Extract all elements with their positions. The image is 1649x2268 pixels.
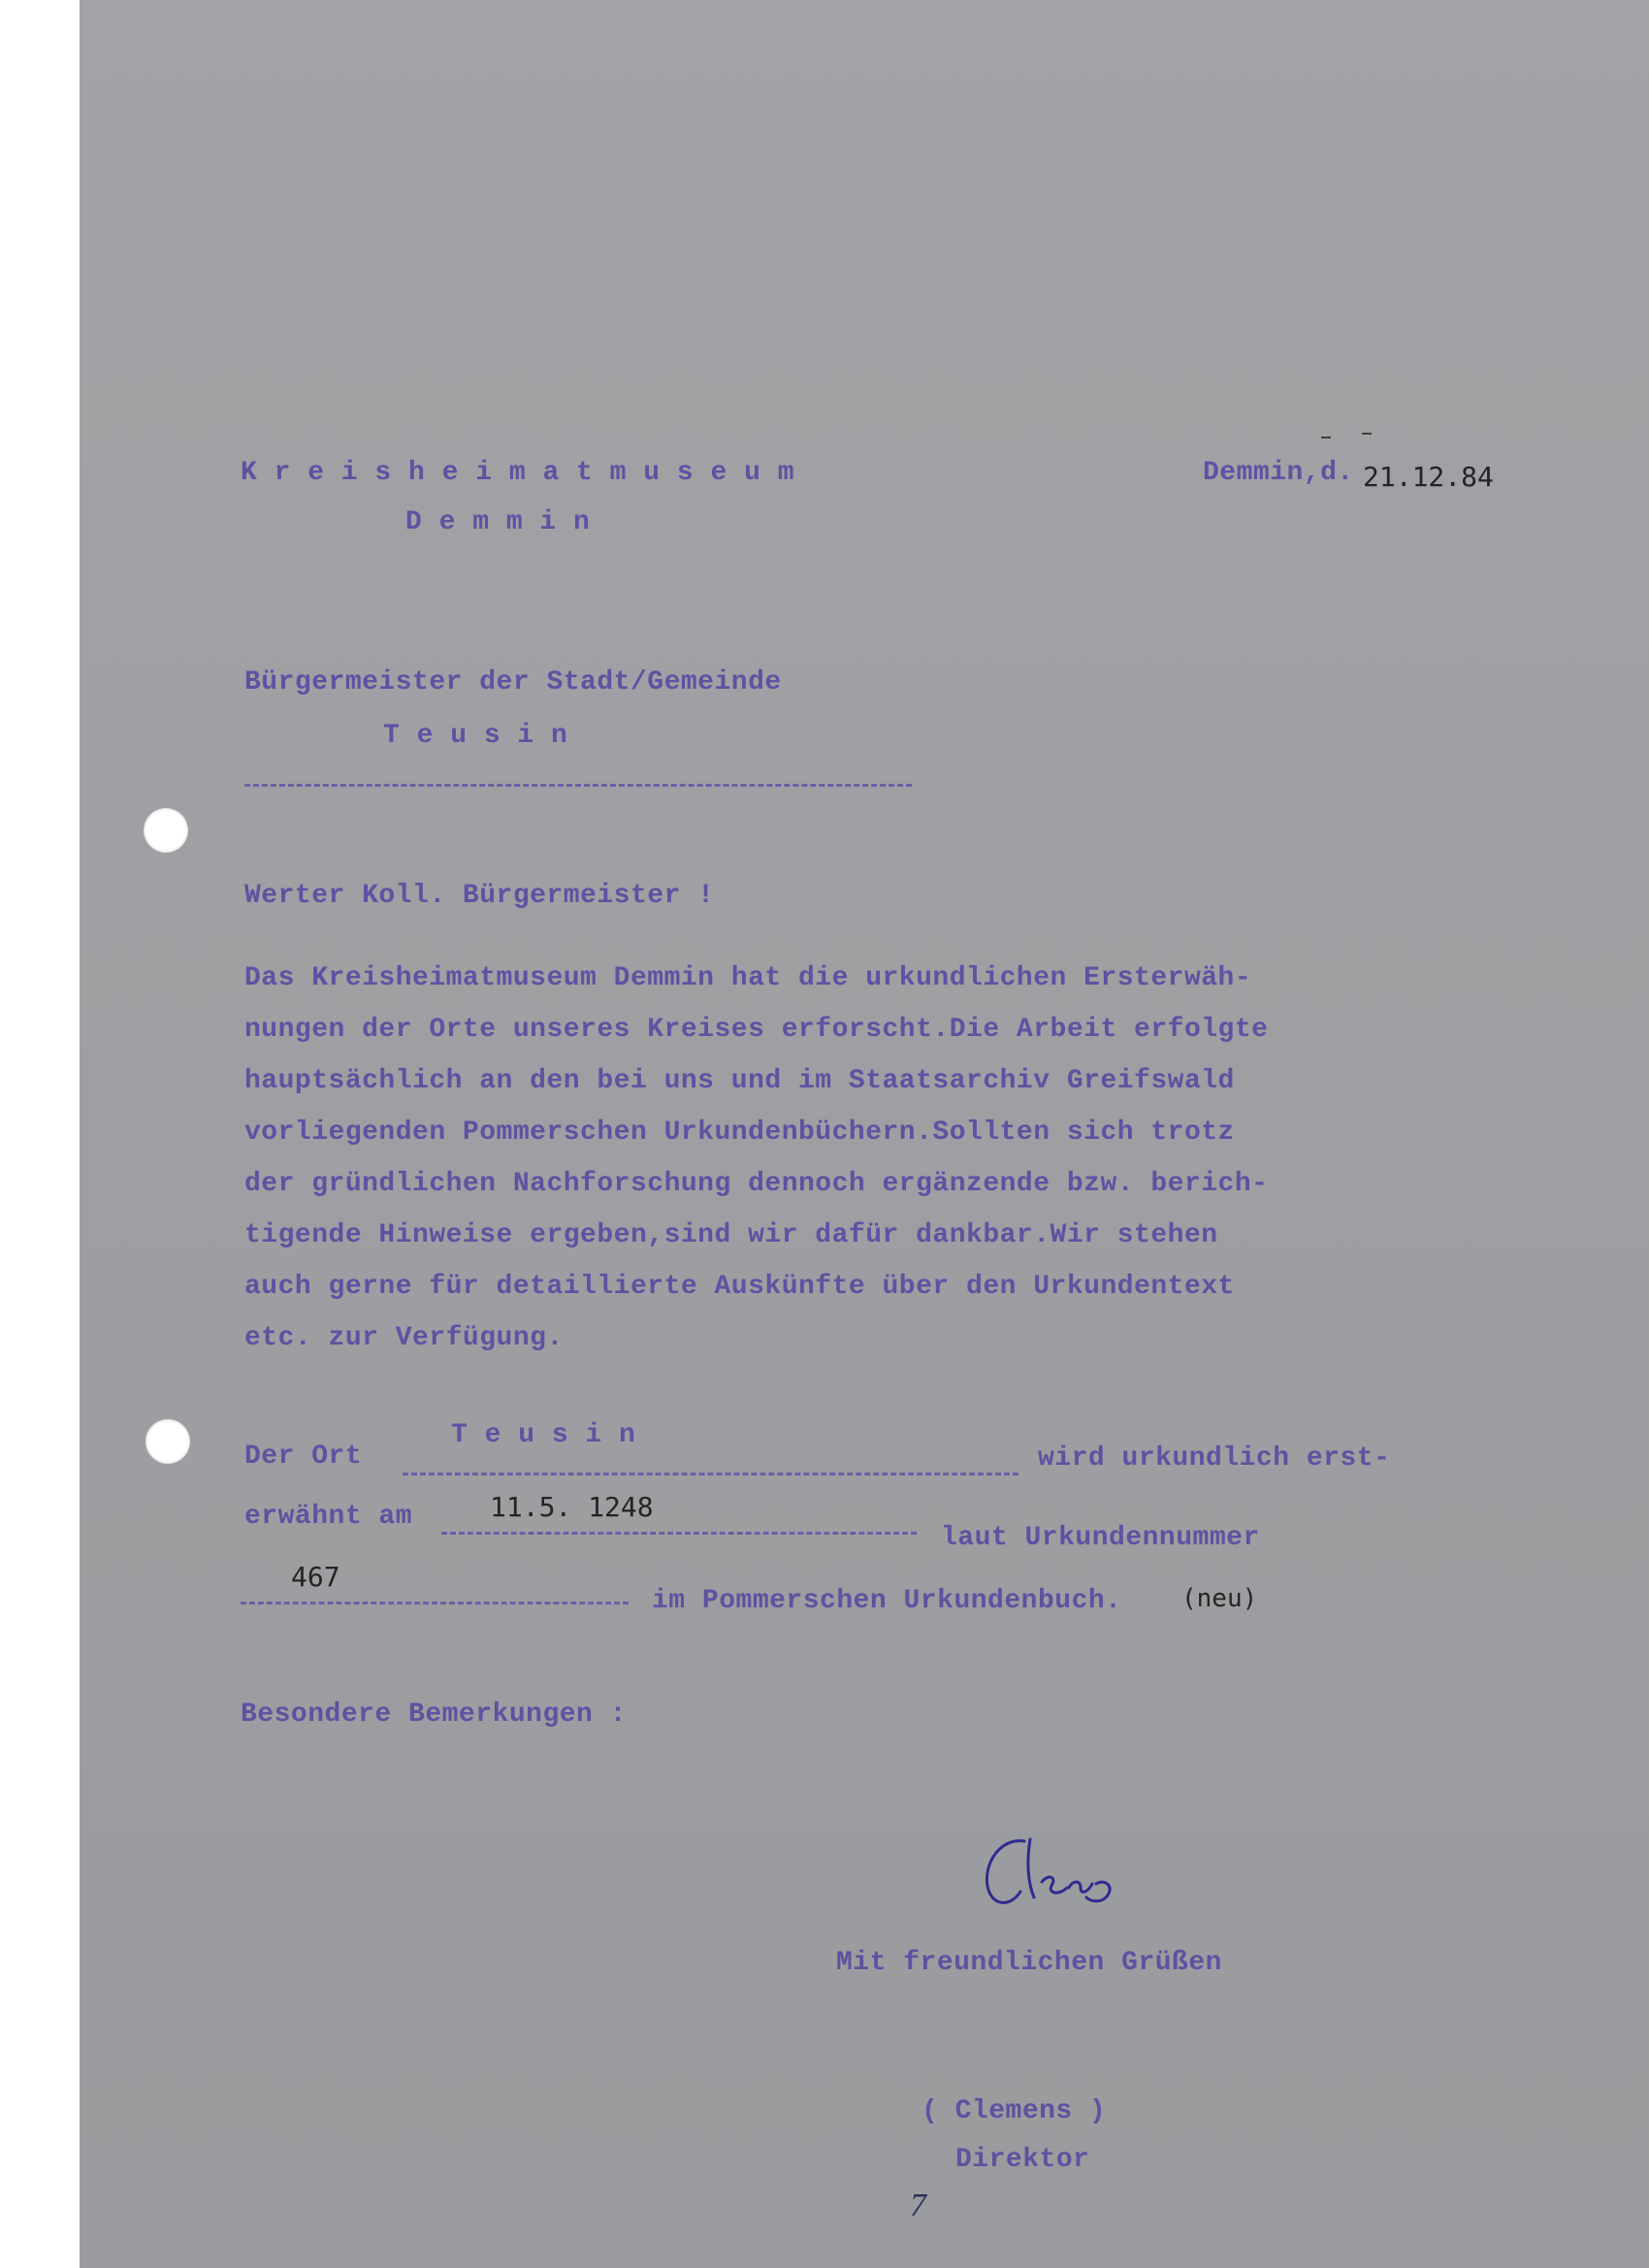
recipient-place: T e u s i n [383, 721, 568, 751]
recipient-title: Bürgermeister der Stadt/Gemeinde [244, 667, 782, 697]
first-mention-date: 11.5. 1248 [490, 1491, 654, 1523]
number-suffix: im Pommerschen Urkundenbuch. [652, 1586, 1122, 1616]
sender-city: D e m m i n [405, 507, 591, 537]
body-line: hauptsächlich an den bei uns und im Staatsarchiv Greifswald [244, 1066, 1235, 1096]
letter-date: 21.12.84 [1363, 461, 1494, 493]
punch-hole-bottom [146, 1419, 190, 1464]
sender-name: K r e i s h e i m a t m u s e u m [241, 458, 794, 488]
body-line: der gründlichen Nachforschung dennoch ergänzende bzw. berich- [244, 1169, 1269, 1199]
body-line: etc. zur Verfügung. [244, 1323, 564, 1353]
punch-hole-top [144, 808, 188, 853]
ort-value: T e u s i n [451, 1420, 636, 1450]
signatory-name: ( Clemens ) [922, 2096, 1107, 2126]
remarks-label: Besondere Bemerkungen : [241, 1700, 627, 1730]
signatory-title: Direktor [955, 2145, 1090, 2175]
body-line: auch gerne für detaillierte Auskünfte über den Urkundentext [244, 1272, 1235, 1302]
place-date-prefix: Demmin,d. [1203, 458, 1354, 488]
document-number: 467 [291, 1561, 340, 1593]
date-suffix: laut Urkundennummer [941, 1523, 1260, 1553]
recipient-underline [244, 784, 912, 787]
handwritten-signature [980, 1824, 1135, 1930]
body-line: Das Kreisheimatmuseum Demmin hat die urkundlichen Ersterwäh- [244, 963, 1252, 993]
date-label: erwähnt am [244, 1502, 413, 1532]
ort-underline [403, 1473, 1018, 1475]
ort-suffix: wird urkundlich erst- [1038, 1443, 1391, 1474]
date-tick-2 [1362, 433, 1372, 435]
salutation: Werter Koll. Bürgermeister ! [244, 881, 715, 911]
number-note: (neu) [1181, 1584, 1258, 1613]
body-line: tigende Hinweise ergeben,sind wir dafür dankbar.Wir stehen [244, 1220, 1218, 1250]
date-underline [441, 1532, 917, 1535]
page-number: 7 [910, 2187, 926, 2223]
ort-label: Der Ort [244, 1442, 363, 1472]
body-line: nungen der Orte unseres Kreises erforscht.Die Arbeit erfolgte [244, 1015, 1269, 1045]
closing-greeting: Mit freundlichen Grüßen [836, 1948, 1222, 1978]
number-underline [241, 1602, 629, 1604]
date-tick-1 [1321, 437, 1331, 438]
body-line: vorliegenden Pommerschen Urkundenbüchern.Sollten sich trotz [244, 1118, 1235, 1148]
